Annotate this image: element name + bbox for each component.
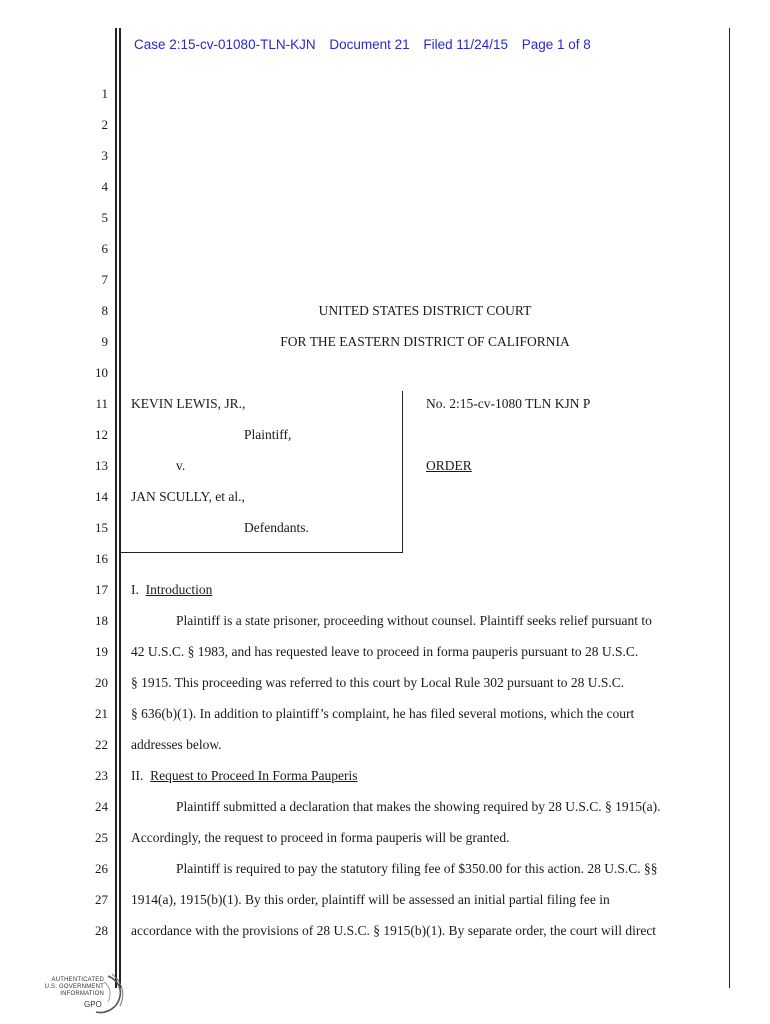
- paragraph-line: 1914(a), 1915(b)(1). By this order, plaintiff will be assessed an initial partial filing fee in: [131, 892, 610, 907]
- seal-line: AUTHENTICATED: [51, 977, 104, 983]
- line-number: 24: [95, 799, 108, 814]
- section-heading: [131, 582, 212, 598]
- plaintiff-label: Plaintiff,: [244, 427, 292, 442]
- versus-label: v.: [176, 458, 186, 473]
- right-margin-rule: [729, 28, 730, 988]
- seal-line: U.S. GOVERNMENT: [44, 984, 104, 990]
- line-number: 17: [95, 582, 108, 597]
- line-number: 1: [101, 86, 108, 101]
- plaintiff-name: KEVIN LEWIS, JR.,: [131, 396, 246, 411]
- paragraph-line: accordance with the provisions of 28 U.S.C. § 1915(b)(1). By separate order, the court will direct: [131, 923, 657, 938]
- paragraph-line: addresses below.: [131, 737, 222, 752]
- line-number: 28: [95, 923, 108, 938]
- left-margin-rule: [115, 28, 117, 988]
- line-number: 12: [95, 427, 108, 442]
- line-number: 18: [95, 613, 108, 628]
- line-number: 15: [95, 520, 108, 535]
- paragraph-line: Plaintiff submitted a declaration that makes the showing required by 28 U.S.C. § 1915(a).: [176, 799, 661, 814]
- section-number: I.: [131, 582, 139, 597]
- line-number: 2: [101, 117, 108, 132]
- left-margin-rule-inner: [119, 28, 121, 988]
- caption-divider: [402, 391, 403, 553]
- line-number: 6: [101, 241, 108, 256]
- defendant-label: Defendants.: [244, 520, 309, 535]
- paragraph-line: Plaintiff is required to pay the statutory filing fee of $350.00 for this action. 28 U.S.C. §§: [176, 861, 658, 876]
- filed-date-stamp: Filed 11/24/15: [423, 37, 508, 52]
- section-number: II.: [131, 768, 144, 783]
- line-number: 9: [101, 334, 108, 349]
- case-number-stamp: Case 2:15-cv-01080-TLN-KJN: [134, 37, 316, 52]
- line-number: 8: [101, 303, 108, 318]
- line-number: 21: [95, 706, 108, 721]
- line-number: 10: [95, 365, 108, 380]
- line-number: 3: [101, 148, 108, 163]
- line-number: 16: [95, 551, 108, 566]
- paragraph-line: Plaintiff is a state prisoner, proceeding without counsel. Plaintiff seeks relief pursuant to: [176, 613, 652, 628]
- line-number: 25: [95, 830, 108, 845]
- paragraph-line: § 636(b)(1). In addition to plaintiff’s complaint, he has filed several motions, which the court: [131, 706, 635, 721]
- caption-underline: [120, 552, 403, 553]
- court-name: UNITED STATES DISTRICT COURT: [318, 303, 532, 318]
- line-number: 14: [95, 489, 108, 504]
- gpo-mark: GPO: [84, 1000, 102, 1009]
- line-number: 23: [95, 768, 108, 783]
- section-title: Introduction: [145, 582, 213, 597]
- line-number: 26: [95, 861, 108, 876]
- line-number: 27: [95, 892, 108, 907]
- case-number: No. 2:15-cv-1080 TLN KJN P: [426, 396, 591, 411]
- document-title: ORDER: [426, 458, 472, 473]
- line-number: 5: [101, 210, 108, 225]
- line-number: 7: [101, 272, 108, 287]
- section-title: Request to Proceed In Forma Pauperis: [150, 768, 358, 783]
- court-district: FOR THE EASTERN DISTRICT OF CALIFORNIA: [280, 334, 570, 349]
- defendant-name: JAN SCULLY, et al.,: [131, 489, 245, 504]
- paragraph-line: Accordingly, the request to proceed in forma pauperis will be granted.: [131, 830, 510, 845]
- line-number: 11: [95, 396, 108, 411]
- page-count-stamp: Page 1 of 8: [521, 37, 591, 52]
- line-number: 4: [101, 179, 108, 194]
- document-number-stamp: Document 21: [329, 37, 410, 52]
- line-number: 13: [95, 458, 108, 473]
- line-number: 22: [95, 737, 108, 752]
- paragraph-line: 42 U.S.C. § 1983, and has requested leave to proceed in forma pauperis pursuant to 28 U.S.C.: [131, 644, 639, 659]
- seal-line: INFORMATION: [60, 991, 104, 997]
- paragraph-line: § 1915. This proceeding was referred to this court by Local Rule 302 pursuant to 28 U.S.C.: [131, 675, 625, 690]
- line-number: 20: [95, 675, 108, 690]
- filing-header-stamp: [134, 37, 601, 52]
- line-number: 19: [95, 644, 108, 659]
- section-heading: [131, 768, 357, 784]
